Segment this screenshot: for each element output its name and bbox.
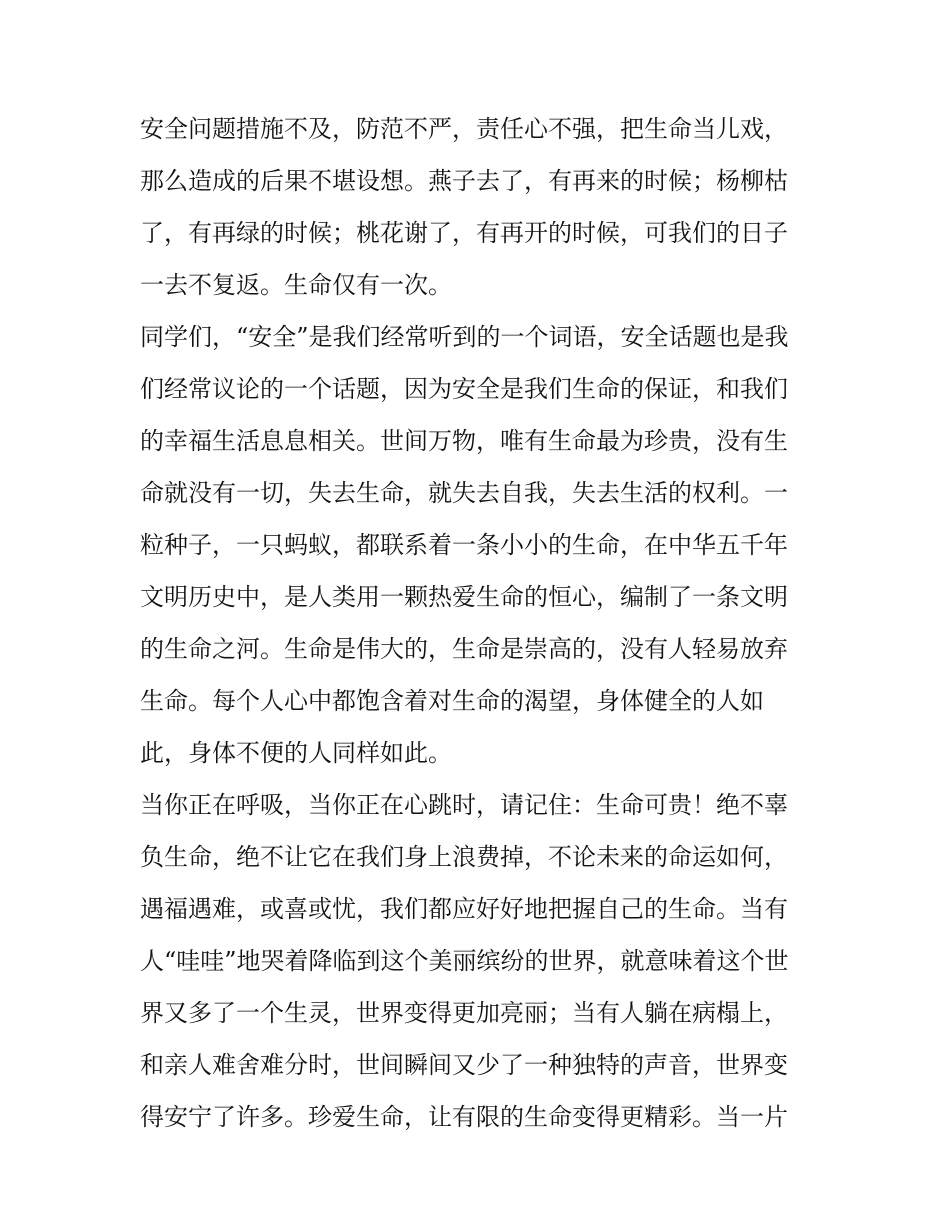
body-text — [140, 103, 820, 1143]
text-line: 负生命，绝不让它在我们身上浪费掉，不论未来的命运如何， — [140, 843, 788, 871]
text-line: 那么造成的后果不堪设想。燕子去了，有再来的时候；杨柳枯 — [140, 167, 788, 195]
text-line: 界又多了一个生灵，世界变得更加亮丽；当有人躺在病榻上， — [140, 999, 788, 1027]
text-line: 遇福遇难，或喜或忧，我们都应好好地把握自己的生命。当有 — [140, 895, 788, 923]
text-line: 当你正在呼吸，当你正在心跳时，请记住：生命可贵！绝不辜 — [140, 791, 788, 819]
text-line: 的幸福生活息息相关。世间万物，唯有生命最为珍贵，没有生 — [140, 427, 788, 455]
text-line: 此，身体不便的人同样如此。 — [140, 739, 452, 767]
text-line: 的生命之河。生命是伟大的，生命是崇高的，没有人轻易放弃 — [140, 635, 788, 663]
text-line: 生命。每个人心中都饱含着对生命的渴望，身体健全的人如 — [140, 687, 764, 715]
text-line: 们经常议论的一个话题，因为安全是我们生命的保证，和我们 — [140, 375, 788, 403]
text-line: 文明历史中，是人类用一颗热爱生命的恒心，编制了一条文明 — [140, 583, 788, 611]
text-line: 和亲人难舍难分时，世间瞬间又少了一种独特的声音，世界变 — [140, 1051, 788, 1079]
text-line: 安全问题措施不及，防范不严，责任心不强，把生命当儿戏， — [140, 115, 788, 143]
text-line: 得安宁了许多。珍爱生命，让有限的生命变得更精彩。当一片 — [140, 1103, 788, 1131]
text-line: 人“哇哇”地哭着降临到这个美丽缤纷的世界，就意味着这个世 — [140, 947, 789, 975]
text-line: 粒种子，一只蚂蚁，都联系着一条小小的生命，在中华五千年 — [140, 531, 788, 559]
text-line: 一去不复返。生命仅有一次。 — [140, 271, 452, 299]
text-line: 同学们，“安全”是我们经常听到的一个词语，安全话题也是我 — [140, 323, 789, 351]
text-line: 命就没有一切，失去生命，就失去自我，失去生活的权利。一 — [140, 479, 788, 507]
text-line: 了，有再绿的时候；桃花谢了，有再开的时候，可我们的日子 — [140, 219, 788, 247]
